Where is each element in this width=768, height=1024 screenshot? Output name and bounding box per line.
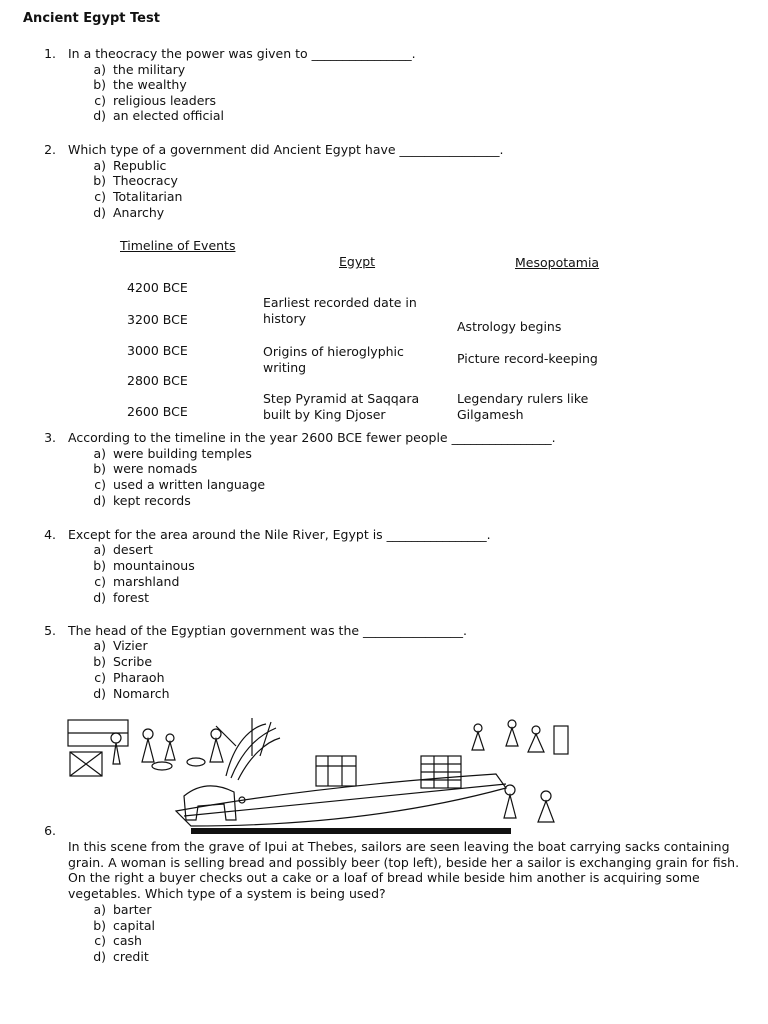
option-text: the wealthy — [113, 77, 187, 92]
option-letter: a) — [93, 62, 106, 77]
option-text: the military — [113, 62, 186, 77]
timeline-year: 3000 BCE — [127, 343, 188, 358]
option-text: credit — [113, 949, 149, 964]
option-text: Republic — [113, 158, 167, 173]
column-header-egypt: Egypt — [339, 254, 376, 269]
timeline-mesopotamia-event: Picture record-keeping — [457, 351, 598, 366]
column-header-mesopotamia: Mesopotamia — [515, 255, 600, 270]
option-letter: a) — [93, 446, 106, 461]
question-number: 5. — [44, 623, 56, 638]
option-letter: c) — [94, 477, 106, 492]
option-letter: d) — [93, 590, 106, 605]
tomb-scene-illustration — [66, 716, 572, 838]
option-letter: d) — [93, 493, 106, 508]
timeline-egypt-event: Earliest recorded date in history — [263, 295, 417, 326]
option-letter: b) — [93, 77, 106, 92]
option-text: capital — [113, 918, 155, 933]
option-letter: a) — [93, 902, 106, 917]
question-number: 2. — [44, 142, 56, 157]
option-text: cash — [113, 933, 142, 948]
question-number: 4. — [44, 527, 56, 542]
question-number: 3. — [44, 430, 56, 445]
option-text: kept records — [113, 493, 191, 508]
option-text: Anarchy — [113, 205, 165, 220]
option-letter: a) — [93, 542, 106, 557]
option-letter: b) — [93, 461, 106, 476]
timeline-egypt-event: Origins of hieroglyphic writing — [263, 344, 404, 375]
question-text: In a theocracy the power was given to ________________. — [68, 46, 416, 61]
option-text: used a written language — [113, 477, 266, 492]
timeline-year: 2600 BCE — [127, 404, 188, 419]
option-text: forest — [113, 590, 150, 605]
option-letter: b) — [93, 918, 106, 933]
option-letter: d) — [93, 686, 106, 701]
option-text: barter — [113, 902, 152, 917]
page-title: Ancient Egypt Test — [23, 11, 160, 26]
option-text: were building temples — [113, 446, 252, 461]
option-text: marshland — [113, 574, 180, 589]
timeline-year: 3200 BCE — [127, 312, 188, 327]
option-letter: b) — [93, 173, 106, 188]
option-letter: a) — [93, 158, 106, 173]
option-letter: a) — [93, 638, 106, 653]
option-text: religious leaders — [113, 93, 217, 108]
option-text: Vizier — [113, 638, 148, 653]
option-letter: c) — [94, 93, 106, 108]
timeline-year: 2800 BCE — [127, 373, 188, 388]
option-letter: d) — [93, 205, 106, 220]
option-letter: c) — [94, 574, 106, 589]
timeline-egypt-event: Step Pyramid at Saqqara built by King Djoser — [263, 391, 420, 422]
question-text: According to the timeline in the year 2600 BCE fewer people ________________. — [68, 430, 556, 445]
question-text: In this scene from the grave of Ipui at Thebes, sailors are seen leaving the boat carrying sacks containing grain. A woman is selling bread and possibly beer (top left), beside her a sailor is exchanging grain for fish. On the right a buyer checks out a cake or a loaf of bread while beside him another is acquiring some vegetables. Which type of a system is being used? — [68, 839, 740, 902]
option-text: Totalitarian — [113, 189, 183, 204]
option-text: mountainous — [113, 558, 195, 573]
question-text: Which type of a government did Ancient Egypt have ________________. — [68, 142, 504, 157]
option-text: desert — [113, 542, 153, 557]
option-letter: b) — [93, 654, 106, 669]
option-text: Scribe — [113, 654, 153, 669]
question-number: 1. — [44, 46, 56, 61]
timeline-mesopotamia-event: Legendary rulers like Gilgamesh — [457, 391, 589, 422]
option-text: an elected official — [113, 108, 224, 123]
option-letter: b) — [93, 558, 106, 573]
question-text: The head of the Egyptian government was the ________________. — [68, 623, 468, 638]
option-letter: d) — [93, 108, 106, 123]
option-letter: c) — [94, 933, 106, 948]
option-text: were nomads — [113, 461, 198, 476]
timeline-mesopotamia-event: Astrology begins — [457, 319, 562, 334]
option-letter: c) — [94, 189, 106, 204]
question-text: Except for the area around the Nile River, Egypt is ________________. — [68, 527, 491, 542]
option-letter: c) — [94, 670, 106, 685]
timeline-year: 4200 BCE — [127, 280, 188, 295]
question-number: 6. — [44, 823, 56, 838]
option-letter: d) — [93, 949, 106, 964]
timeline-heading: Timeline of Events — [120, 238, 236, 253]
option-text: Theocracy — [113, 173, 178, 188]
option-text: Nomarch — [113, 686, 170, 701]
option-text: Pharaoh — [113, 670, 165, 685]
